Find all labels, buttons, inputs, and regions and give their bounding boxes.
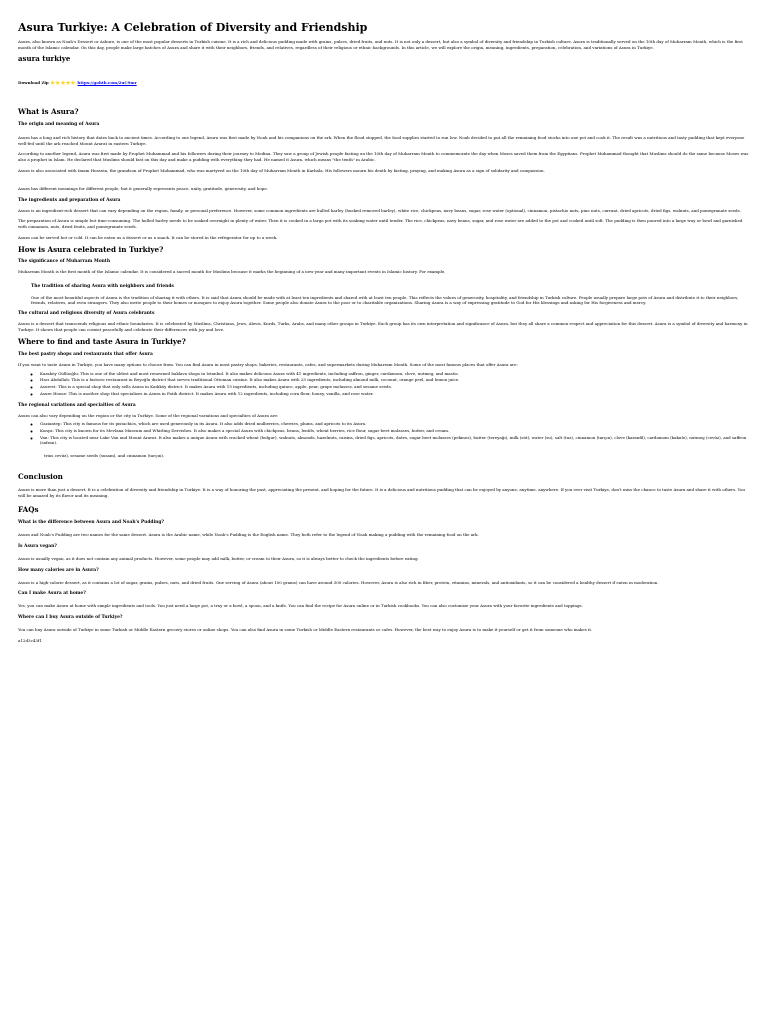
download-line xyxy=(18,80,752,86)
subheading-origin: The origin and meaning of Asura xyxy=(18,122,100,128)
faq-answer: You can buy Asura outside of Turkiye in some Turkish or Middle Eastern grocery stores or online shops. You can also find Asura in some Turkish or Middle Eastern restaurants or cafes. However, the best way to enjoy Asura is to make it yourself or get it from someone who makes it. xyxy=(18,626,593,632)
download-label: Download Zip xyxy=(18,80,49,86)
page-title: Asura Turkiye: A Celebration of Diversity and Friendship xyxy=(18,21,368,34)
origin-paragraph-3: Asura is also associated with Imam Hussein, the grandson of Prophet Muhammad, who was martyred on the 10th day of Muharram Month in Karbala. His followers mourn his death by fasting, praying, and making Asura as a sign of solidarity and compassion. xyxy=(18,167,545,173)
faq-answer: Asura is a high-calorie dessert, as it contains a lot of sugar, grains, pulses, nuts, and dried fruits. One serving of Asura (about 100 grams) can have around 300 calories. However, Asura is also rich in fiber, protein, vitamins, minerals, and antioxidants, so it can be considered a healthy dessert if eaten in moderation. xyxy=(18,579,659,585)
rating-stars: ⭐⭐⭐⭐⭐ xyxy=(50,80,77,86)
subheading-shops: The best pastry shops and restaurants that offer Asura xyxy=(18,352,153,358)
faq-question: What is the difference between Asura and Noah's Pudding? xyxy=(18,520,164,526)
shops-list xyxy=(18,371,752,398)
ingredients-paragraph-1: Asura is an ingredient-rich dessert that can vary depending on the region, family, or personal preference. However, some common ingredients are hulled barley (husked removed barley), white rice, chickpeas, navy beans, sugar, rose water (optional), cinnamon, pistachio nuts, pine nuts, currant, dried apricots, dried figs, walnuts, and pomegranate seeds. xyxy=(18,207,741,213)
faq-question: How many calories are in Asura? xyxy=(18,567,99,573)
list-item: ◦ Konya: This city is known for its Mevlana Museum and Whirling Dervishes. It also makes a special Asura with chickpeas, beans, lentils, wheat berries, rice flour, sugar beet molasses, butter, and cream. xyxy=(40,428,752,435)
list-item: ◦ Asure House: This is another shop that specializes in Asura in Fatih district. It makes Asura with 12 ingredients, including corn flour, honey, vanilla, and rose water. xyxy=(40,391,752,398)
section-heading-faqs: FAQs xyxy=(18,505,39,515)
faq-answer: Asura and Noah's Pudding are two names for the same dessert. Asura is the Arabic name, while Noah's Pudding is the English name. They both refer to the legend of Noah making a pudding with the remaining food on the ark. xyxy=(18,532,479,538)
footer-code: a12d3c43f1 xyxy=(18,638,42,644)
tradition-paragraph: One of the most beautiful aspects of Asura is the tradition of sharing it with others. It is said that Asura should be made with at least ten ingredients and shared with at least ten people. This reflects the values of generosity, hospitality, and friendship in Turkish culture. People usually prepare large pots of Asura and distribute it to their neighbors, friends, relatives, and even strangers. They also invite people to their homes or mosques to enjoy Asura together. Some people also donate Asura to the poor or to charitable organizations. Sharing Asura is a way of expressing gratitude to God for His blessings and asking for His forgiveness and mercy. xyxy=(31,294,739,306)
list-item: ◦ Gaziantep: This city is famous for its pistachios, which are used generously in its Asura. It also adds dried mulberries, cherries, plums, and apricots to its Asura. xyxy=(40,421,752,428)
subheading-ingredients: The ingredients and preparation of Asura xyxy=(18,197,121,203)
regional-paragraph: Asura can also vary depending on the region or the city in Turkiye. Some of the regional variations and specialties of Asura are: xyxy=(18,412,279,418)
keyword-heading: asura turkiye xyxy=(18,54,71,64)
subheading-regional: The regional variations and specialties of Asura xyxy=(18,402,136,408)
list-item: ◦ Asurevi: This is a special shop that only sells Asura in Kadıköy district. It makes Asura with 15 ingredients, including quince, apple, pear, grape molasses, and sesame seeds. xyxy=(40,384,752,391)
faq-answer: Yes, you can make Asura at home with simple ingredients and tools. You just need a large pot, a tray or a bowl, a spoon, and a knife. You can find the recipe for Asura online or in Turkish cookbooks. You can also customize your Asura with your favorite ingredients and toppings. xyxy=(18,603,583,609)
tradition-block xyxy=(18,284,752,306)
muharram-paragraph: Muharram Month is the first month of the Islamic calendar. It is considered a sacred month for Muslims because it marks the beginning of a new year and many important events in Islamic history. For example, xyxy=(18,269,446,275)
faq-question: Is Asura vegan? xyxy=(18,544,57,550)
shops-paragraph: If you want to taste Asura in Turkiye, you have many options to choose from. You can find Asura in most pastry shops, bakeries, restaurants, cafes, and supermarkets during Muharram Month. Some of the most famous places that offer Asura are: xyxy=(18,362,518,368)
conclusion-paragraph: Asura is more than just a dessert. It is a celebration of diversity and friendship in Turkiye. It is a way of honoring the past, appreciating the present, and hoping for the future. It is a delicious and nutritious pudding that can be enjoyed by anyone, anytime, anywhere. If you ever visit Turkiye, don't miss the chance to taste Asura and share it with others. You will be amazed by its flavor and its meaning. xyxy=(18,487,745,498)
article xyxy=(18,0,752,644)
origin-paragraph-4: Asura has different meanings for different people, but it generally represents peace, unity, gratitude, generosity, and hope. xyxy=(18,186,268,192)
list-item: ◦ Van: This city is located near Lake Van and Mount Ararat. It also makes a unique Asura with cracked wheat (bulgur), walnuts, almonds, hazelnuts, raisins, dried figs, apricots, dates, sugar beet molasses (pekmez), butter (tereyağı), milk (süt), water (su), salt (tuz), cinnamon (tarçın), clove (karanfil), cardamom (kakule), nutmeg (cevüz), and saffron (safran). xyxy=(40,435,752,446)
ingredients-paragraph-2: The preparation of Asura is simple but time-consuming. The hulled barley needs to be soaked overnight in plenty of water. Then it is cooked in a large pot with its soaking water until tender. The rice, chickpeas, navy beans, sugar, and rose water are added to the pot and cooked until soft. The pudding is then poured into a large tray or bowl and garnished with cinnamon, nuts, dried fruits, and pomegranate seeds. xyxy=(18,218,743,229)
list-item: ◦ Hacı Abdullah: This is a historic restaurant in Beyoğlu district that serves traditional Ottoman cuisine. It also makes Asura with 25 ingredients, including almond milk, coconut, orange peel, and lemon juice. xyxy=(40,377,752,384)
list-item: ◦ Karaköy Güllüoğlu: This is one of the oldest and most renowned baklava shops in Istanbul. It also makes delicious Asura with 41 ingredients, including saffron, ginger, cardamom, clove, nutmeg, and mastic. xyxy=(40,371,752,378)
regions-list xyxy=(18,421,752,446)
section-heading-celebrated: How is Asura celebrated in Turkiye? xyxy=(18,245,164,255)
faq-question: Can I make Asura at home? xyxy=(18,591,86,597)
ingredients-paragraph-3: Asura can be served hot or cold. It can be eaten as a dessert or as a snack. It can be stored in the refrigerator for up to a week. xyxy=(18,234,278,240)
regional-tail: trius cevüz), sesame seeds (susam), and cinnamon (tarçın). xyxy=(44,452,165,458)
origin-paragraph-2: According to another legend, Asura was first made by Prophet Muhammad and his followers during their journey to Medina. They saw a group of Jewish people fasting on the 10th day of Muharram Month to commemorate the day when Moses saved them from the Egyptians. Prophet Muhammad thought that Muslims should do the same because Moses was also a prophet in Islam. He declared that Muslims should fast on this day and make a pudding with everything they had. He named it Asura, which means "the tenth" in Arabic. xyxy=(18,151,749,162)
cultural-paragraph: Asura is a dessert that transcends religious and ethnic boundaries. It is celebrated by Muslims, Christians, Jews, Alevis, Kurds, Turks, Arabs, and many other groups in Turkiye. Each group has its own interpretation and significance of Asura, but they all share a common respect and appreciation for this dessert. Asura is a symbol of diversity and harmony in Turkiye. It shows that people can coexist peacefully and celebrate their differences with joy and love. xyxy=(18,320,748,332)
faq-question: Where can I buy Asura outside of Turkiye? xyxy=(18,614,123,620)
subheading-muharram: The significance of Muharram Month xyxy=(18,259,111,265)
intro-paragraph: Asura, also known as Noah's Dessert or Ashure, is one of the most popular desserts in Turkish cuisine. It is a rich and delicious pudding made with grains, pulses, dried fruits, and nuts. It is not only a dessert, but also a symbol of diversity and friendship in Turkish culture. Asura is traditionally served on the 10th day of Muharram Month, which is the first month of the Islamic calendar. On this day, people make large batches of Asura and share it with their neighbors, friends, and relatives, regardless of their religious or ethnic backgrounds. In this article, we will explore the origin, meaning, ingredients, preparation, celebration, and variations of Asura in Turkiye. xyxy=(18,39,743,50)
subheading-cultural: The cultural and religious diversity of Asura celebrants xyxy=(18,310,155,316)
faq-answer: Asura is usually vegan, as it does not contain any animal products. However, some people may add milk, butter, or cream to their Asura, so it is always better to check the ingredients before eating. xyxy=(18,556,419,562)
subheading-tradition: The tradition of sharing Asura with neighbors and friends xyxy=(31,283,174,289)
section-heading-conclusion: Conclusion xyxy=(18,472,63,482)
section-heading-what-is-asura: What is Asura? xyxy=(18,107,79,117)
origin-paragraph-1: Asura has a long and rich history that dates back to ancient times. According to one legend, Asura was first made by Noah and his companions on the ark. When the flood stopped, the food supplies started to run low. Noah decided to put all the remaining food stocks into one pot and cook it. The result was a nutritious and tasty pudding that kept everyone well-fed until the ark reached Mount Ararat in eastern Turkiye. xyxy=(18,135,745,146)
section-heading-where: Where to find and taste Asura in Turkiye? xyxy=(18,337,186,347)
download-link[interactable]: https://gohtb.com/2uC9mr xyxy=(77,80,137,86)
